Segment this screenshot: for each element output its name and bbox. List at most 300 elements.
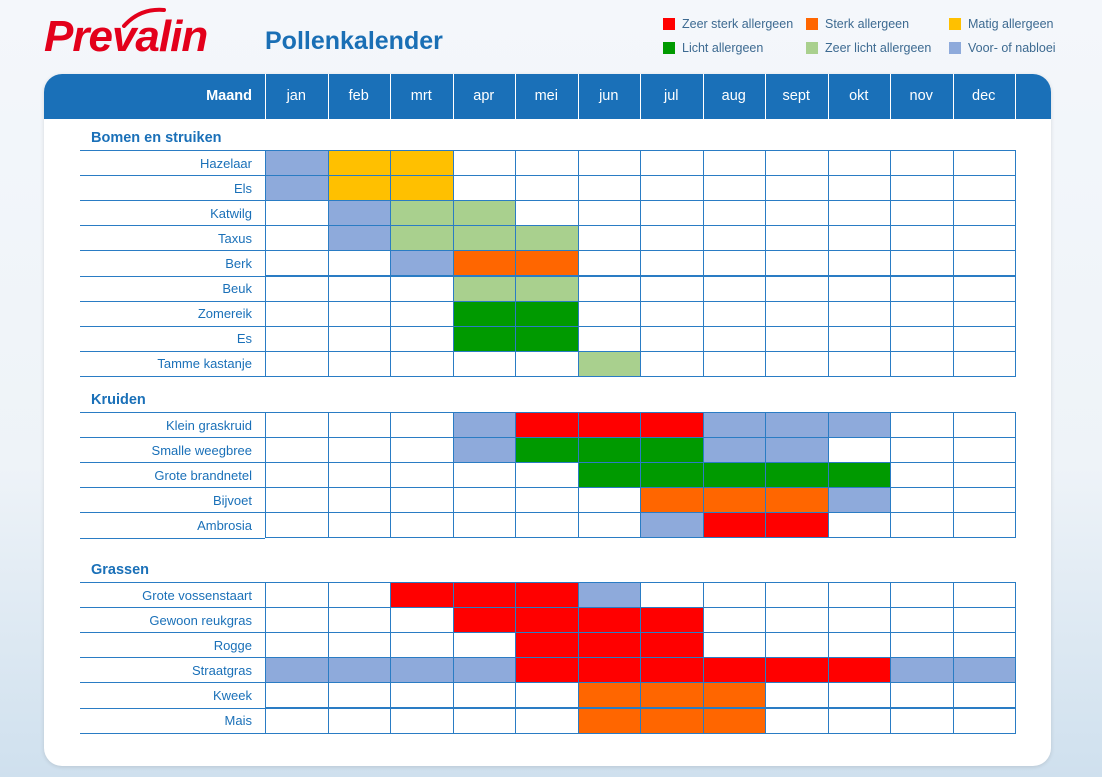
calendar-cell <box>765 582 829 608</box>
legend-swatch <box>806 42 818 54</box>
calendar-cell <box>390 326 454 352</box>
calendar-cell <box>453 175 517 201</box>
calendar-cell <box>640 351 704 377</box>
plant-label: Beuk <box>222 281 252 296</box>
calendar-cell <box>328 351 392 377</box>
calendar-cell <box>765 276 829 302</box>
plant-label: Zomereik <box>197 306 252 322</box>
calendar-cell <box>453 462 517 488</box>
calendar-cell <box>515 412 579 438</box>
calendar-cell <box>390 512 454 538</box>
row-divider <box>80 733 265 734</box>
month-header-jun: jun <box>599 88 619 104</box>
calendar-cell <box>703 200 767 226</box>
calendar-cell <box>765 412 829 438</box>
calendar-cell <box>890 487 954 513</box>
calendar-cell <box>890 512 954 538</box>
calendar-cell <box>390 682 454 708</box>
calendar-cell <box>703 582 767 608</box>
calendar-cell <box>828 225 892 251</box>
calendar-cell <box>578 582 642 608</box>
calendar-cell <box>265 582 329 608</box>
calendar-cell <box>453 276 517 302</box>
calendar-cell <box>953 200 1017 226</box>
calendar-cell <box>578 412 642 438</box>
calendar-cell <box>390 412 454 438</box>
calendar-cell <box>765 351 829 377</box>
calendar-cell <box>890 301 954 327</box>
calendar-cell <box>328 250 392 276</box>
calendar-cell <box>515 607 579 633</box>
calendar-cell <box>890 412 954 438</box>
calendar-cell <box>953 276 1017 302</box>
calendar-cell <box>328 175 392 201</box>
plant-label: Es <box>236 331 252 347</box>
calendar-cell <box>890 175 954 201</box>
calendar-cell <box>453 250 517 276</box>
calendar-cell <box>578 250 642 276</box>
calendar-cell <box>703 487 767 513</box>
calendar-cell <box>453 708 517 734</box>
calendar-cell <box>828 708 892 734</box>
plant-label: Smalle weegbree <box>151 442 252 458</box>
month-header-mrt: mrt <box>410 88 432 104</box>
header-separator <box>515 74 516 119</box>
legend-label: Matig allergeen <box>968 17 1054 31</box>
calendar-cell <box>828 175 892 201</box>
calendar-cell <box>828 582 892 608</box>
plant-label: Kweek <box>212 687 252 703</box>
calendar-cell <box>578 225 642 251</box>
calendar-cell <box>640 582 704 608</box>
calendar-cell <box>390 150 454 176</box>
header-separator <box>453 74 454 119</box>
calendar-cell <box>890 582 954 608</box>
calendar-cell <box>890 351 954 377</box>
calendar-cell <box>515 225 579 251</box>
row-divider <box>80 376 265 377</box>
calendar-cell <box>703 607 767 633</box>
month-header-apr: apr <box>473 88 495 104</box>
calendar-cell <box>390 351 454 377</box>
calendar-cell <box>328 276 392 302</box>
plant-label: Grote vossenstaart <box>142 587 252 603</box>
calendar-cell <box>828 487 892 513</box>
month-header-jul: jul <box>663 88 679 104</box>
calendar-cell <box>328 582 392 608</box>
calendar-cell <box>390 200 454 226</box>
calendar-cell <box>390 437 454 463</box>
calendar-cell <box>765 512 829 538</box>
calendar-cell <box>640 200 704 226</box>
calendar-cell <box>390 632 454 658</box>
calendar-cell <box>640 607 704 633</box>
legend <box>0 0 1102 60</box>
calendar-cell <box>515 462 579 488</box>
calendar-cell <box>765 487 829 513</box>
plant-label: Klein graskruid <box>166 417 252 433</box>
calendar-cell <box>515 150 579 176</box>
calendar-cell <box>515 351 579 377</box>
calendar-cell <box>453 512 517 538</box>
calendar-cell <box>890 708 954 734</box>
plant-label: Taxus <box>218 230 252 246</box>
calendar-cell <box>578 276 642 302</box>
calendar-cell <box>328 200 392 226</box>
calendar-cell <box>265 276 329 302</box>
calendar-cell <box>765 632 829 658</box>
calendar-cell <box>703 462 767 488</box>
calendar-cell <box>640 301 704 327</box>
calendar-cell <box>515 175 579 201</box>
calendar-cell <box>703 512 767 538</box>
calendar-cell <box>640 150 704 176</box>
calendar-cell <box>953 301 1017 327</box>
calendar-cell <box>578 351 642 377</box>
header-separator <box>1015 74 1016 119</box>
calendar-cell <box>640 250 704 276</box>
calendar-cell <box>578 326 642 352</box>
calendar-cell <box>890 437 954 463</box>
calendar-cell <box>265 657 329 683</box>
calendar-cell <box>578 512 642 538</box>
calendar-cell <box>328 225 392 251</box>
calendar-cell <box>828 607 892 633</box>
month-header-feb: feb <box>348 88 369 104</box>
plant-label: Rogge <box>213 637 252 653</box>
calendar-cell <box>328 632 392 658</box>
legend-item-licht <box>663 41 763 55</box>
calendar-cell <box>515 301 579 327</box>
calendar-cell <box>390 487 454 513</box>
calendar-cell <box>328 301 392 327</box>
calendar-cell <box>265 326 329 352</box>
calendar-cell <box>953 437 1017 463</box>
calendar-cell <box>265 682 329 708</box>
calendar-cell <box>515 326 579 352</box>
calendar-cell <box>703 412 767 438</box>
calendar-cell <box>578 682 642 708</box>
header-separator <box>265 74 266 119</box>
plant-label: Straatgras <box>192 662 252 678</box>
calendar-cell <box>640 326 704 352</box>
calendar-cell <box>453 632 517 658</box>
page-title: Pollenkalender <box>265 27 443 55</box>
calendar-cell <box>453 487 517 513</box>
calendar-cell <box>515 512 579 538</box>
calendar-cell <box>890 607 954 633</box>
calendar-cell <box>703 276 767 302</box>
calendar-cell <box>265 175 329 201</box>
calendar-cell <box>515 682 579 708</box>
calendar-cell <box>828 351 892 377</box>
calendar-cell <box>515 582 579 608</box>
calendar-cell <box>390 582 454 608</box>
legend-item-voor-na <box>949 41 1056 55</box>
calendar-cell <box>453 437 517 463</box>
calendar-cell <box>703 175 767 201</box>
legend-swatch <box>806 18 818 30</box>
calendar-cell <box>953 582 1017 608</box>
calendar-cell <box>390 462 454 488</box>
calendar-cell <box>265 412 329 438</box>
calendar-cell <box>953 150 1017 176</box>
month-header-dec: dec <box>972 88 996 104</box>
section-title: Kruiden <box>91 392 146 408</box>
calendar-cell <box>578 708 642 734</box>
calendar-cell <box>703 250 767 276</box>
calendar-cell <box>765 150 829 176</box>
calendar-cell <box>640 225 704 251</box>
plant-label: Mais <box>224 713 252 728</box>
calendar-cell <box>265 512 329 538</box>
calendar-cell <box>703 150 767 176</box>
calendar-cell <box>390 301 454 327</box>
calendar-cell <box>265 632 329 658</box>
calendar-cell <box>640 412 704 438</box>
calendar-cell <box>390 607 454 633</box>
calendar-cell <box>515 250 579 276</box>
legend-item-zeer-licht <box>806 41 931 55</box>
calendar-cell <box>828 276 892 302</box>
calendar-cell <box>890 682 954 708</box>
plant-label: Tamme kastanje <box>157 356 252 372</box>
calendar-cell <box>265 487 329 513</box>
calendar-cell <box>515 437 579 463</box>
header-separator <box>828 74 829 119</box>
plant-label: Grote brandnetel <box>154 467 252 483</box>
month-header-sept: sept <box>782 88 810 104</box>
calendar-cell <box>953 351 1017 377</box>
calendar-cell <box>578 301 642 327</box>
calendar-cell <box>953 632 1017 658</box>
plant-label: Gewoon reukgras <box>149 612 252 628</box>
calendar-cell <box>515 276 579 302</box>
plant-label: Hazelaar <box>199 155 252 171</box>
calendar-cell <box>828 632 892 658</box>
calendar-cell <box>890 462 954 488</box>
plant-label: Ambrosia <box>197 517 252 533</box>
calendar-cell <box>828 301 892 327</box>
calendar-cell <box>953 708 1017 734</box>
calendar-cell <box>328 487 392 513</box>
calendar-cell <box>953 175 1017 201</box>
calendar-cell <box>453 412 517 438</box>
calendar-cell <box>453 682 517 708</box>
calendar-cell <box>578 150 642 176</box>
calendar-cell <box>328 512 392 538</box>
calendar-cell <box>828 326 892 352</box>
calendar-cell <box>390 225 454 251</box>
calendar-cell <box>953 607 1017 633</box>
calendar-cell <box>578 657 642 683</box>
calendar-cell <box>578 487 642 513</box>
calendar-cell <box>453 657 517 683</box>
row-divider <box>80 538 265 539</box>
calendar-cell <box>828 682 892 708</box>
legend-swatch <box>949 42 961 54</box>
legend-label: Zeer sterk allergeen <box>682 17 794 31</box>
legend-label: Sterk allergeen <box>825 17 910 31</box>
calendar-cell <box>265 250 329 276</box>
plant-label: Katwilg <box>210 205 252 221</box>
header-separator <box>578 74 579 119</box>
calendar-cell <box>890 150 954 176</box>
calendar-cell <box>390 276 454 302</box>
calendar-cell <box>703 632 767 658</box>
legend-item-matig <box>949 17 1053 31</box>
calendar-cell <box>953 487 1017 513</box>
calendar-cell <box>703 225 767 251</box>
month-header-nov: nov <box>909 88 933 104</box>
calendar-cell <box>703 351 767 377</box>
calendar-cell <box>390 250 454 276</box>
calendar-cell <box>578 462 642 488</box>
calendar-cell <box>828 657 892 683</box>
calendar-cell <box>265 708 329 734</box>
header-separator <box>703 74 704 119</box>
calendar-cell <box>828 462 892 488</box>
calendar-cell <box>640 487 704 513</box>
header-separator <box>765 74 766 119</box>
calendar-cell <box>890 326 954 352</box>
calendar-cell <box>828 200 892 226</box>
plant-label: Berk <box>225 255 252 271</box>
calendar-cell <box>265 351 329 377</box>
plant-label: Els <box>233 180 252 196</box>
calendar-cell <box>578 175 642 201</box>
calendar-cell <box>953 225 1017 251</box>
calendar-cell <box>640 632 704 658</box>
calendar-cell <box>765 462 829 488</box>
calendar-cell <box>453 326 517 352</box>
calendar-cell <box>640 708 704 734</box>
month-header-aug: aug <box>721 88 746 104</box>
calendar-cell <box>640 437 704 463</box>
calendar-cell <box>703 326 767 352</box>
prevalin-logo: Prevalin <box>44 12 208 61</box>
legend-label: Zeer licht allergeen <box>825 41 932 55</box>
calendar-cell <box>953 412 1017 438</box>
calendar-cell <box>765 437 829 463</box>
calendar-cell <box>265 225 329 251</box>
calendar-cell <box>765 607 829 633</box>
calendar-cell <box>765 225 829 251</box>
calendar-cell <box>453 301 517 327</box>
calendar-cell <box>265 301 329 327</box>
plant-label: Bijvoet <box>212 492 252 508</box>
header-separator <box>953 74 954 119</box>
calendar-cell <box>265 462 329 488</box>
section-title: Grassen <box>91 562 150 578</box>
calendar-cell <box>765 708 829 734</box>
calendar-cell <box>578 200 642 226</box>
calendar-cell <box>578 437 642 463</box>
legend-swatch <box>949 18 961 30</box>
calendar-cell <box>328 607 392 633</box>
calendar-cell <box>640 512 704 538</box>
calendar-cell <box>890 632 954 658</box>
header-separator <box>390 74 391 119</box>
month-header-okt: okt <box>849 88 869 104</box>
calendar-cell <box>515 657 579 683</box>
calendar-cell <box>453 607 517 633</box>
calendar-cell <box>828 250 892 276</box>
legend-swatch <box>663 18 675 30</box>
calendar-cell <box>390 708 454 734</box>
calendar-cell <box>828 412 892 438</box>
calendar-cell <box>703 301 767 327</box>
header-separator <box>890 74 891 119</box>
legend-swatch <box>663 42 675 54</box>
legend-item-sterk <box>806 17 909 31</box>
calendar-cell <box>765 250 829 276</box>
calendar-cell <box>703 657 767 683</box>
calendar-cell <box>953 462 1017 488</box>
calendar-cell <box>765 175 829 201</box>
calendar-cell <box>953 326 1017 352</box>
calendar-cell <box>453 582 517 608</box>
calendar-cell <box>453 351 517 377</box>
calendar-cell <box>890 225 954 251</box>
calendar-cell <box>953 250 1017 276</box>
calendar-cell <box>890 200 954 226</box>
calendar-cell <box>640 175 704 201</box>
calendar-cell <box>640 276 704 302</box>
calendar-cell <box>703 708 767 734</box>
calendar-cell <box>765 326 829 352</box>
calendar-cell <box>515 708 579 734</box>
calendar-cell <box>953 512 1017 538</box>
calendar-cell <box>953 682 1017 708</box>
calendar-cell <box>328 462 392 488</box>
legend-item-zeer-sterk <box>663 17 793 31</box>
calendar-cell <box>328 437 392 463</box>
calendar-cell <box>328 657 392 683</box>
calendar-cell <box>890 657 954 683</box>
calendar-cell <box>328 150 392 176</box>
calendar-cell <box>890 250 954 276</box>
header-maand-label: Maand <box>206 88 252 104</box>
calendar-cell <box>265 437 329 463</box>
calendar-cell <box>453 150 517 176</box>
calendar-cell <box>328 412 392 438</box>
month-header-mei: mei <box>534 88 558 104</box>
calendar-cell <box>453 200 517 226</box>
calendar-cell <box>265 607 329 633</box>
calendar-cell <box>265 150 329 176</box>
calendar-cell <box>390 657 454 683</box>
calendar-cell <box>265 200 329 226</box>
calendar-cell <box>640 462 704 488</box>
calendar-cell <box>765 657 829 683</box>
header-separator <box>328 74 329 119</box>
legend-label: Voor- of nabloei <box>968 41 1056 55</box>
calendar-cell <box>515 632 579 658</box>
calendar-cell <box>828 150 892 176</box>
calendar-cell <box>390 175 454 201</box>
calendar-cell <box>328 682 392 708</box>
calendar-cell <box>515 200 579 226</box>
calendar-cell <box>578 607 642 633</box>
calendar-cell <box>515 487 579 513</box>
header-separator <box>640 74 641 119</box>
calendar-cell <box>453 225 517 251</box>
calendar-cell <box>953 657 1017 683</box>
month-header-jan: jan <box>286 88 306 104</box>
calendar-cell <box>765 682 829 708</box>
calendar-cell <box>703 682 767 708</box>
